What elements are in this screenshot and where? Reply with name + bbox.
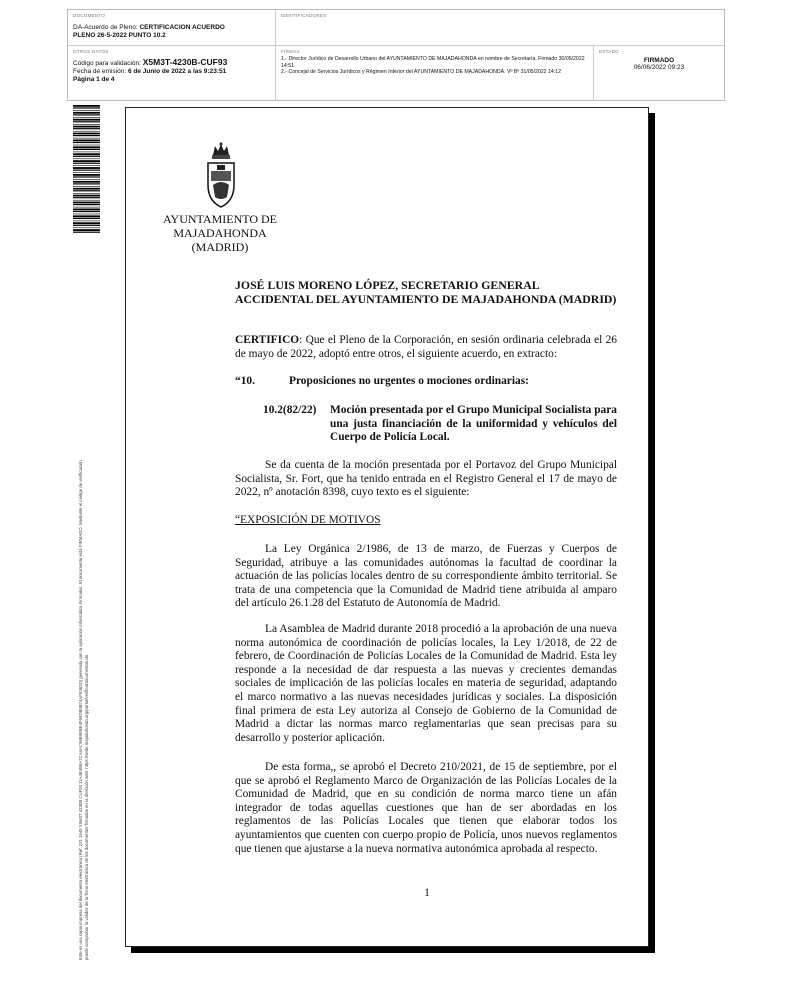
- fecha-line: Fecha de emisión: 6 de Junio de 2022 a las 9:23:51: [73, 68, 227, 75]
- documento-value: DA-Acuerdo de Pleno: CERTIFICACION ACUERDO PLENO 26-5-2022 PUNTO 10.2: [73, 24, 225, 39]
- pagina: Página 1 de 4: [73, 76, 115, 83]
- identificadores-label: IDENTIFICADORES: [281, 13, 327, 18]
- documento-label: DOCUMENTO: [73, 13, 106, 18]
- otros-datos-cell: [68, 46, 276, 100]
- estado-label: ESTADO: [599, 49, 619, 54]
- barcode-image: [73, 105, 100, 233]
- intro-paragraph: Se da cuenta de la moción presentada por el Portavoz del Grupo Municipal Socialista, Sr. Fort, que ha tenido entrada en el Registro General el 17 de mayo de 2022, nº anotación 8398, cuyo texto es el siguiente:: [235, 459, 617, 499]
- page-heading: JOSÉ LUIS MORENO LÓPEZ, SECRETARIO GENERAL ACCIDENTAL DEL AYUNTAMIENTO DE MAJADAHONDA (MADRID): [235, 278, 617, 306]
- side-verification-text: Este es una copia impresa del documento electrónico (Ref: 221 1949 X5M3T 4230B CUF93 11A4E4B8A7CA4AC96B9EBE4F69DB6B74AF9382D) generada con la aplicación informática Firmadoc. El documento está FIRMADO. Mediante el código de verificación puede comprobar la validez de la firma electrónica de los documentos firmados en la dirección web: https://sede.majadahonda.org/portal/verificaDocumentos.do: [78, 460, 89, 960]
- estado-date: 06/06/2022 09:23: [633, 64, 685, 71]
- fecha-value: 6 de Junio de 2022 a las 9:23:51: [127, 68, 227, 75]
- exposicion-heading: “EXPOSICIÓN DE MOTIVOS: [235, 514, 381, 526]
- otros-datos-label: OTROS DATOS: [73, 49, 109, 54]
- paragraph-3: De esta forma,, se aprobó el Decreto 210/2021, de 15 de septiembre, por el que se aprobó el Reglamento Marco de Organización de las Policías Locales de la Comunidad de Madrid, que en su condición de norma marco tiene un afán integrador de todas aquellas cuestiones que han de ser abordadas en los reglamentos de las Policías Locales que tienen que elaborar todos los ayuntamientos que cuenten con cuerpo propio de Policía, unos nuevos reglamentos que tienen que ajustarse a la nueva normativa autonómica aprobada al respecto.: [235, 761, 617, 855]
- codigo-line: Código para validación: X5M3T-4230B-CUF93: [73, 57, 228, 67]
- item-heading: 10.2(82/22) Moción presentada por el Grupo Municipal Socialista para una justa financiación de la uniformidad y vehículos del Cuerpo de Policía Local.: [263, 404, 617, 444]
- identificadores-cell: [276, 10, 724, 46]
- coat-of-arms-icon: [203, 141, 239, 211]
- ayuntamiento-block: AYUNTAMIENTO DE MAJADAHONDA (MADRID): [162, 212, 278, 254]
- firma-1: 1.- Director Jurídico de Desarrollo Urbano del AYUNTAMIENTO DE MAJADAHONDA en nombre de Secretaría. Firmado 30/05/2022 14:51: [281, 56, 585, 69]
- section-heading: “10. Proposiciones no urgentes o mociones ordinarias:: [235, 375, 529, 387]
- paragraph-2: La Asamblea de Madrid durante 2018 procedió a la aprobación de una nueva norma autonómica de coordinación de policías locales, la Ley 1/2018, de 22 de febrero, de Coordinación de Policías Locales de la Comunidad de Madrid. Esta ley responde a la necesidad de dar respuesta a las nuevas y crecientes demandas sociales de implicación de las policías locales en materia de seguridad, adaptando el marco normativo a las nuevas necesidades jurídicas y sociales. La disposición final primera de esta Ley autoriza al Consejo de Gobierno de la Comunidad de Madrid a dictar las normas marco reglamentarias que sean precisas para su desarrollo y posterior aplicación.: [235, 623, 617, 744]
- certifico-paragraph: CERTIFICO: Que el Pleno de la Corporación, en sesión ordinaria celebrada el 26 de mayo de 2022, adoptó entre otros, el siguiente acuerdo, en extracto:: [235, 334, 617, 360]
- estado-value: FIRMADO: [643, 57, 675, 64]
- codigo-value: X5M3T-4230B-CUF93: [142, 57, 228, 67]
- paragraph-1: La Ley Orgánica 2/1986, de 13 de marzo, de Fuerzas y Cuerpos de Seguridad, atribuye a las comunidades autónomas la facultad de coordinar la actuación de las policías locales dentro de su correspondiente ámbito territorial. Se trata de una competencia que la Comunidad de Madrid tiene atribuida al amparo del artículo 26.1.28 del Estatuto de Autonomía de Madrid.: [235, 543, 617, 610]
- documento-cell: [68, 10, 276, 46]
- firmas-label: FIRMAS: [281, 49, 300, 54]
- firmas-cell: [276, 46, 594, 100]
- page-number: 1: [424, 887, 430, 899]
- firma-2: 2.- Concejal de Servicios Jurídicos y Régimen Interior del AYUNTAMIENTO DE MAJADAHONDA. Vº Bº 31/05/2022 14:12: [281, 69, 561, 75]
- signature-header: [67, 9, 725, 101]
- estado-cell: [594, 46, 724, 100]
